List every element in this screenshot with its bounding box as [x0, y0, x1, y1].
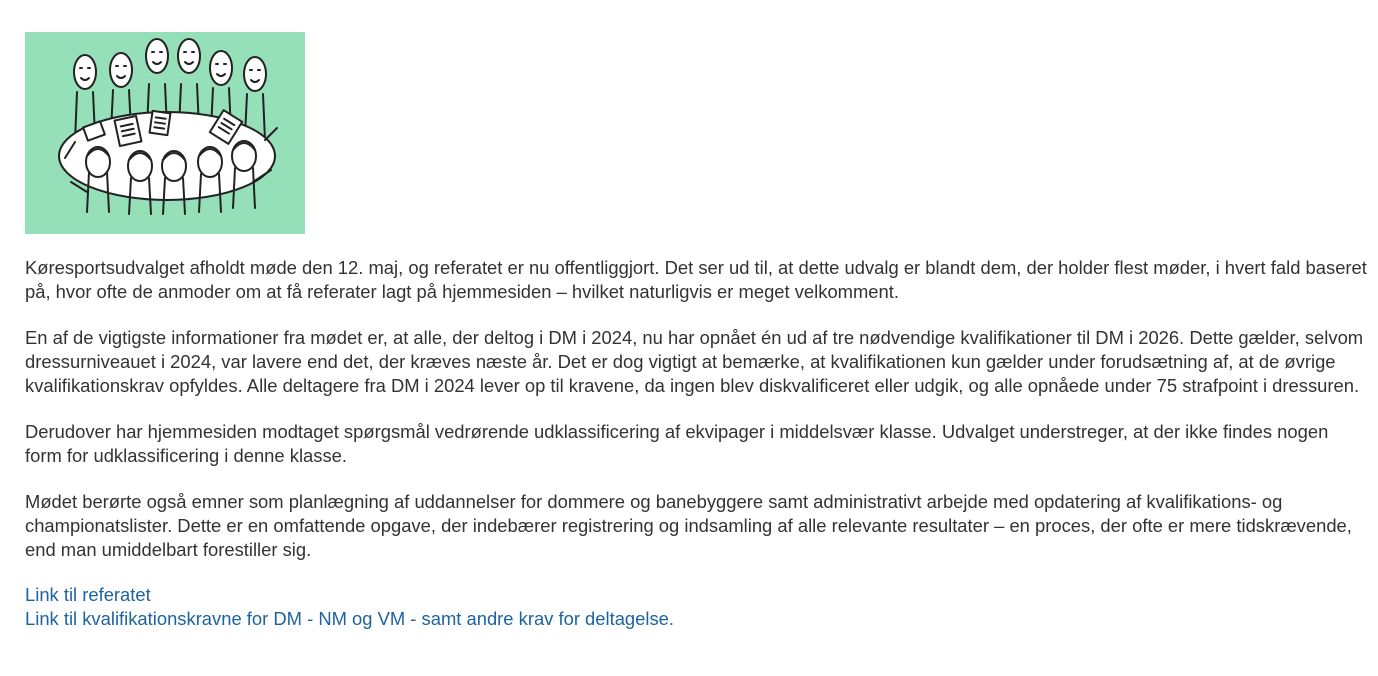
link-kvalifikationskrav[interactable]: Link til kvalifikationskravne for DM - NM og VM - samt andre krav for deltagelse. — [25, 608, 675, 629]
paragraph-4: Mødet berørte også emner som planlægning af uddannelser for dommere og banebyggere samt administrativt arbejde med opdatering af kvalifikations- og championatslister. Dette er en omfattende opgave, der indebærer registrering og indsamling af alle relevante resultater – en proces, der ofte er mere tidskrævende, end man umiddelbart forestiller sig. — [25, 491, 1352, 560]
paragraph-2: En af de vigtigste informationer fra mødet er, at alle, der deltog i DM i 2024, nu har opnået én ud af tre nødvendige kvalifikationer til DM i 2026. Dette gælder, selvom dressurniveauet i 2024, var lavere end det, der kræves næste år. Det er dog vigtigt at bemærke, at kvalifikationen kun gælder under forudsætning af, at de øvrige kvalifikationskrav opfyldes. Alle deltagere fra DM i 2024 lever op til kravene, da ingen blev diskvalificeret eller udgik, og alle opnåede under 75 strafpoint i dressuren. — [25, 327, 1364, 396]
meeting-illustration — [25, 32, 305, 234]
paragraph-1: Køresportsudvalget afholdt møde den 12. maj, og referatet er nu offentliggjort. Det ser ud til, at dette udvalg er blandt dem, der holder flest møder, i hvert fald baseret på, hvor ofte de anmoder om at få referater lagt på hjemmesiden – hvilket naturligvis er meget velkomment. — [25, 257, 1367, 302]
link-list — [25, 583, 1370, 631]
article — [25, 32, 1370, 631]
link-referat[interactable]: Link til referatet — [25, 584, 151, 605]
article-body — [25, 256, 1370, 562]
paragraph-3: Derudover har hjemmesiden modtaget spørgsmål vedrørende udklassificering af ekvipager i middelsvær klasse. Udvalget understreger, at der ikke findes nogen form for udklassificering i denne klasse. — [25, 421, 1329, 466]
